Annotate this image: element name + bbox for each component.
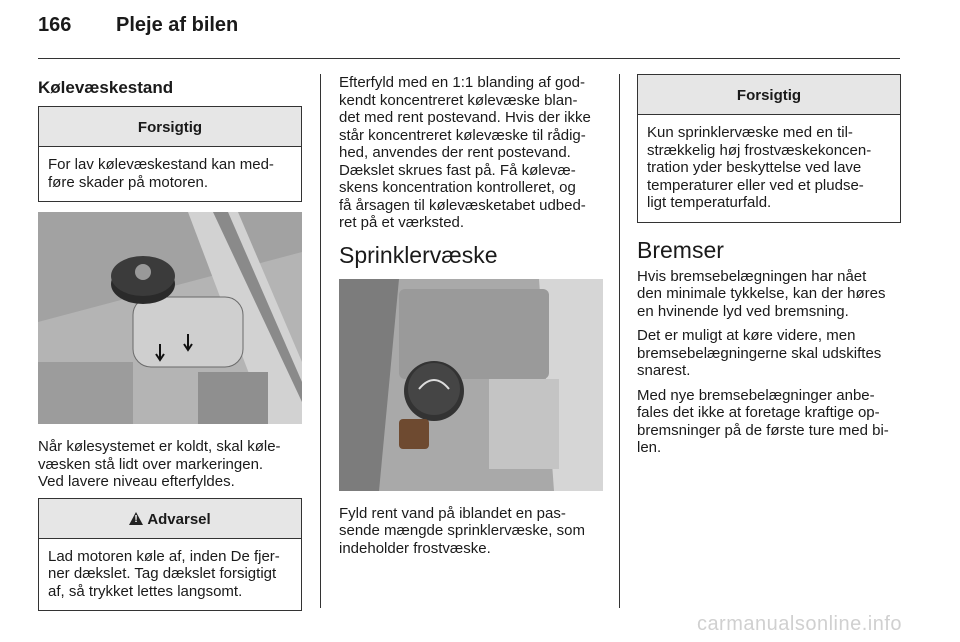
text-line: Med nye bremsebelægninger anbe- <box>637 386 875 404</box>
text-line: væsken stå lidt over markeringen. <box>38 455 264 473</box>
text-line: skens koncentration kontrolleret, og <box>339 179 576 196</box>
text-line: af, så trykket lettes langsomt. <box>48 582 243 600</box>
warning-text <box>39 539 301 611</box>
text-line: står koncentreret kølevæske til rådig- <box>339 126 586 144</box>
caution-heading: Forsigtig <box>638 75 900 115</box>
coolant-paragraph <box>38 438 302 491</box>
page-number: 166 <box>38 14 72 36</box>
warning-box-coolant <box>38 498 302 612</box>
warning-heading-text: Advarsel <box>147 510 211 528</box>
coolant-reservoir-photo <box>38 212 302 424</box>
watermark: carmanualsonline.info <box>696 613 902 635</box>
text-line: Efterfyld med en 1:1 blanding af god- <box>339 74 585 91</box>
brakes-paragraph-3 <box>637 387 901 457</box>
washer-reservoir-photo <box>339 279 603 491</box>
column-2 <box>339 74 603 564</box>
warning-heading <box>39 499 301 539</box>
text-line: Lad motoren køle af, inden De fjer- <box>48 547 280 565</box>
caution-text <box>638 115 900 222</box>
text-line: bremsebelægningerne skal udskiftes <box>637 344 882 362</box>
text-line: temperaturer eller ved et pludse- <box>647 176 864 194</box>
column-divider <box>320 74 321 608</box>
text-line: det med rent postevand. Hvis der ikke <box>339 109 591 126</box>
text-line: sende mængde sprinklervæske, som <box>339 522 585 539</box>
text-line: føre skader på motoren. <box>48 173 209 191</box>
text-line: tration yder beskyttelse ved lave <box>647 159 862 176</box>
text-line: Det er muligt at køre videre, men <box>637 327 856 344</box>
text-line: strækkelig høj frostvæskekoncen- <box>647 141 872 159</box>
header-rule <box>38 58 900 59</box>
brakes-paragraph-2 <box>637 327 901 380</box>
text-line: bremsninger på de første ture med bi- <box>637 421 889 439</box>
section-title-brakes: Bremser <box>637 236 724 263</box>
text-line: få årsagen til kølevæsketabet udbed- <box>339 196 586 214</box>
text-line: kendt koncentreret kølevæske blan- <box>339 91 578 109</box>
text-line: snarest. <box>637 362 691 379</box>
washer-paragraph <box>339 505 603 558</box>
text-line: Fyld rent vand på iblandet en pas- <box>339 504 566 522</box>
caution-heading: Forsigtig <box>39 107 301 147</box>
refill-paragraph <box>339 74 603 232</box>
text-line: Dækslet skrues fast på. Få kølevæ- <box>339 161 576 179</box>
column-3 <box>637 74 901 464</box>
page-title: Pleje af bilen <box>116 14 239 36</box>
text-line: hed, anvendes der rent postevand. <box>339 144 571 161</box>
section-title-washer: Sprinklervæske <box>339 241 498 268</box>
column-1 <box>38 74 302 621</box>
brakes-paragraph-1 <box>637 268 901 321</box>
caution-box-coolant <box>38 106 302 202</box>
caution-box-washer <box>637 74 901 223</box>
text-line: ligt temperaturfald. <box>647 194 772 211</box>
caution-text <box>39 147 301 201</box>
text-line: len. <box>637 439 662 456</box>
warning-triangle-icon <box>129 512 143 525</box>
text-line: ner dækslet. Tag dækslet forsigtigt <box>48 565 277 582</box>
text-line: Ved lavere niveau efterfyldes. <box>38 473 235 490</box>
text-line: ret på et værksted. <box>339 214 465 231</box>
text-line: For lav kølevæskestand kan med- <box>48 156 274 173</box>
page-header <box>38 14 238 37</box>
text-line: Når kølesystemet er koldt, skal køle- <box>38 438 281 455</box>
text-line: den minimale tykkelse, kan der høres <box>637 285 886 302</box>
section-title-coolant: Kølevæskestand <box>38 78 174 97</box>
text-line: Kun sprinklervæske med en til- <box>647 124 853 141</box>
text-line: indeholder frostvæske. <box>339 539 491 557</box>
column-divider <box>619 74 620 608</box>
text-line: en hvinende lyd ved bremsning. <box>637 302 849 320</box>
text-line: fales det ikke at foretage kraftige op- <box>637 404 880 421</box>
text-line: Hvis bremsebelægningen har nået <box>637 267 867 285</box>
